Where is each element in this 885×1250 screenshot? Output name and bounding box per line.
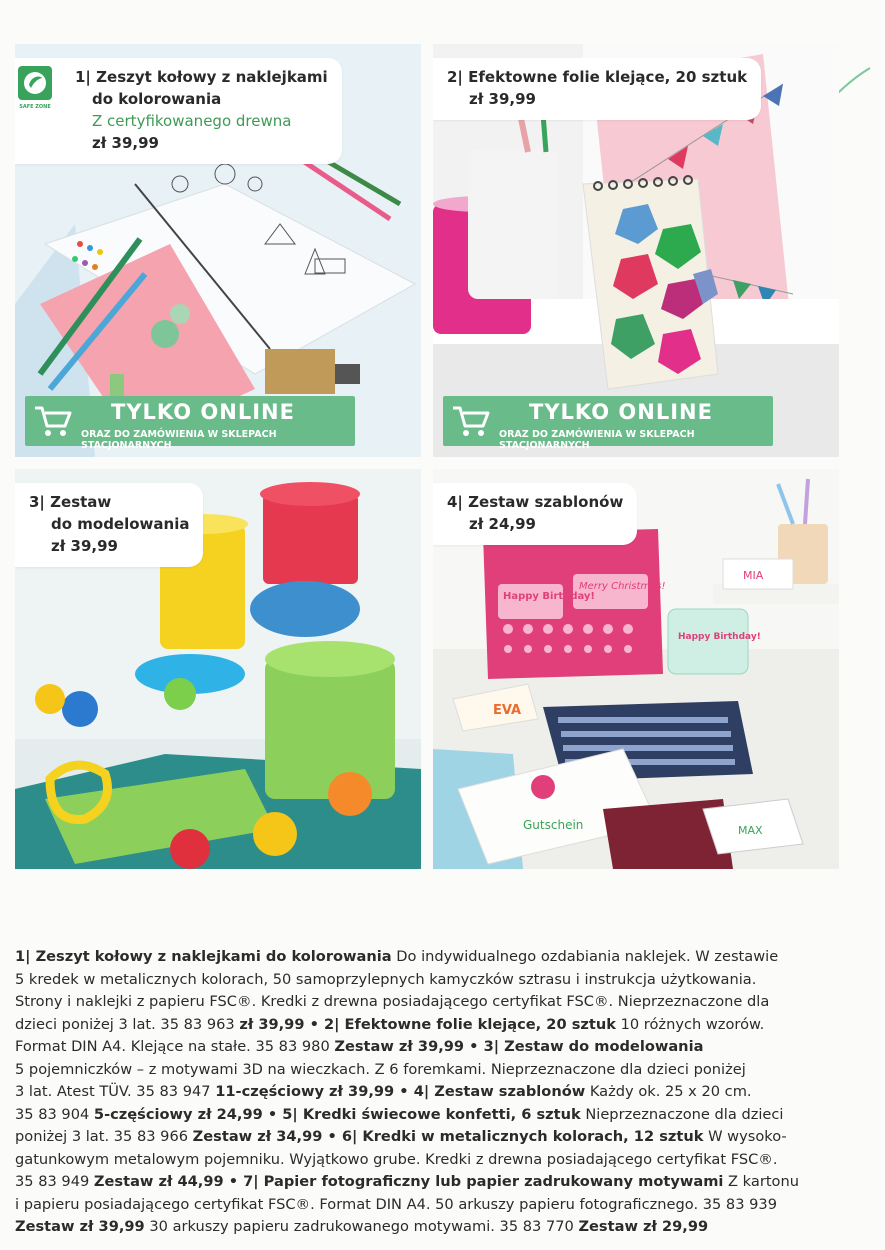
description-line — [15, 1014, 845, 1037]
description-text-segment: 5 kredek w metalicznych kolorach, 50 samoprzylepnych kamyczków sztrasu i instrukcja użytkowania. — [15, 970, 757, 988]
product-label-3 — [15, 483, 203, 567]
product-price: zł 39,99 — [51, 537, 118, 555]
product-image-stencils — [433, 469, 839, 869]
product-image-notebook — [15, 44, 421, 457]
product-label-4 — [433, 483, 637, 545]
description-text-segment: Z kartonu — [723, 1173, 799, 1190]
description-bold-segment: Zestaw zł 39,99 — [15, 1218, 145, 1235]
fsc-leaf-icon — [18, 66, 52, 110]
description-line — [15, 1216, 845, 1239]
description-bold-segment: 1| Zeszyt kołowy z naklejkami do kolorowania — [15, 948, 392, 965]
product-image-foils — [433, 44, 839, 457]
svg-text:Merry Christmas!: Merry Christmas! — [579, 581, 666, 592]
product-price: zł 39,99 — [92, 134, 159, 152]
description-text-segment: 35 83 904 — [15, 1105, 94, 1123]
description-line — [15, 1081, 845, 1104]
product-title-line: do modelowania — [51, 515, 190, 533]
description-line — [15, 1149, 845, 1172]
product-title-line: Zestaw szablonów — [468, 493, 624, 511]
product-title-line: Zestaw — [50, 493, 112, 511]
svg-text:EVA: EVA — [493, 703, 522, 718]
description-bold-segment: Zestaw zł 39,99 • 3| Zestaw do modelowania — [334, 1038, 704, 1055]
description-text-segment: 10 różnych wzorów. — [615, 1015, 765, 1033]
description-line — [15, 991, 845, 1014]
description-text-segment: Każdy ok. 25 x 20 cm. — [585, 1083, 752, 1100]
description-text-segment: i papieru posiadającego certyfikat FSC®. Format DIN A4. 50 arkuszy papieru fotograficznego. 35 83 939 — [15, 1195, 777, 1213]
shopping-cart-icon — [33, 404, 73, 438]
description-text-segment: dzieci poniżej 3 lat. 35 83 963 — [15, 1015, 240, 1033]
svg-text:Gutschein: Gutschein — [523, 818, 584, 832]
svg-text:Happy Birthday!: Happy Birthday! — [503, 591, 595, 602]
online-badge-title: TYLKO ONLINE — [529, 400, 713, 424]
description-bold-segment: 11-częściowy zł 39,99 • 4| Zestaw szablonów — [215, 1083, 586, 1100]
product-price: zł 24,99 — [469, 515, 536, 533]
description-line — [15, 969, 845, 992]
svg-text:MAX: MAX — [738, 824, 763, 837]
online-badge-subtitle: ORAZ DO ZAMÓWIENIA W SKLEPACH STACJONARNYCH — [81, 429, 277, 451]
description-line — [15, 1059, 845, 1082]
product-descriptions — [15, 946, 845, 1239]
description-bold-segment: Zestaw zł 34,99 • 6| Kredki w metalicznych kolorach, 12 sztuk — [192, 1128, 704, 1145]
product-label-2 — [433, 58, 761, 120]
description-text-segment: gatunkowym metalowym pojemniku. Wyjątkowo grube. Kredki z drewna posiadającego certyfikat FSC®. — [15, 1150, 778, 1168]
product-price: zł 39,99 — [469, 90, 536, 108]
description-line — [15, 1194, 845, 1217]
description-text-segment: 30 arkuszy papieru zadrukowanego motywami. 35 83 770 — [144, 1218, 579, 1235]
product-title-line: do kolorowania — [92, 90, 222, 108]
online-only-badge — [443, 396, 773, 451]
product-number: 2| — [447, 68, 463, 86]
svg-text:SAFE ZONE: SAFE ZONE — [19, 104, 51, 110]
description-text-segment: 5 pojemniczków – z motywami 3D na wieczkach. Z 6 foremkami. Nieprzeznaczone dla dzieci poniżej — [15, 1060, 746, 1078]
description-text-segment: W wysoko- — [703, 1128, 787, 1145]
description-line — [15, 1126, 845, 1149]
description-text-segment: Do indywidualnego ozdabiania naklejek. W zestawie — [391, 948, 779, 965]
description-line — [15, 1036, 845, 1059]
online-only-badge — [25, 396, 355, 451]
svg-text:Happy Birthday!: Happy Birthday! — [678, 632, 761, 642]
product-number: 3| — [29, 493, 45, 511]
shopping-cart-icon — [451, 404, 491, 438]
online-badge-subtitle: ORAZ DO ZAMÓWIENIA W SKLEPACH STACJONARNYCH — [499, 429, 695, 451]
product-number: 4| — [447, 493, 463, 511]
product-label-1 — [15, 58, 342, 164]
description-text-segment: 3 lat. Atest TÜV. 35 83 947 — [15, 1083, 216, 1100]
description-line — [15, 1171, 845, 1194]
description-bold-segment: zł 39,99 • 2| Efektowne folie klejące, 20 sztuk — [239, 1015, 616, 1033]
product-title-line: Efektowne folie klejące, 20 sztuk — [468, 68, 748, 86]
description-line — [15, 1104, 845, 1127]
description-text-segment: poniżej 3 lat. 35 83 966 — [15, 1128, 193, 1145]
description-text-segment: Nieprzeznaczone dla dzieci — [580, 1105, 784, 1123]
description-bold-segment: Zestaw zł 29,99 — [578, 1218, 709, 1235]
svg-text:MIA: MIA — [743, 569, 764, 582]
online-badge-title: TYLKO ONLINE — [111, 400, 295, 424]
description-bold-segment: 5-częściowy zł 24,99 • 5| Kredki świecowe konfetti, 6 sztuk — [93, 1105, 581, 1123]
product-title-line: Zeszyt kołowy z naklejkami — [96, 68, 328, 86]
description-text-segment: 35 83 949 — [15, 1173, 94, 1190]
product-number: 1| — [75, 68, 91, 86]
product-image-modeling-set — [15, 469, 421, 869]
description-text-segment: Format DIN A4. Klejące na stałe. 35 83 980 — [15, 1038, 335, 1055]
description-text-segment: Strony i naklejki z papieru FSC®. Kredki z drewna posiadającego certyfikat FSC®. Nieprzeznaczone dla — [15, 993, 770, 1010]
product-subtitle: Z certyfikowanego drewna — [92, 112, 292, 130]
description-line — [15, 946, 845, 969]
description-bold-segment: Zestaw zł 44,99 • 7| Papier fotograficzny lub papier zadrukowany motywami — [93, 1173, 724, 1190]
